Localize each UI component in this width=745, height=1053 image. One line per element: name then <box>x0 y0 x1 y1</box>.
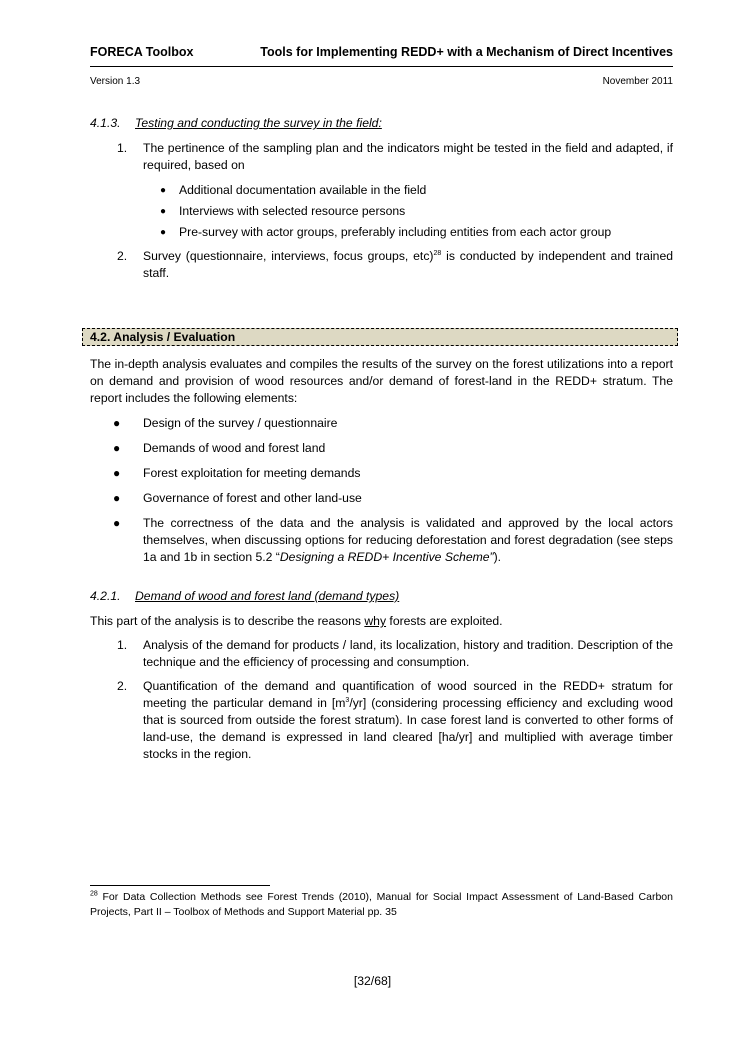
page-subheader <box>90 73 673 90</box>
intro-text-part: forests are exploited. <box>386 614 503 628</box>
bullet-text: Additional documentation available in the field <box>179 183 427 197</box>
intro-text-part: This part of the analysis is to describe the reasons <box>90 614 365 628</box>
bullet-item <box>113 515 673 566</box>
header-date: November 2011 <box>602 76 673 87</box>
header-divider <box>90 66 673 67</box>
section-number: 4.2.1. <box>90 589 121 603</box>
bullet-text-part: ). <box>493 550 502 564</box>
list-number: 1. <box>117 141 128 155</box>
bullet-text <box>143 515 673 566</box>
bullet-text: Pre-survey with actor groups, preferably including entities from each actor group <box>179 225 612 239</box>
bullet-text: Demands of wood and forest land <box>143 441 326 455</box>
bullet-item <box>113 415 673 432</box>
section-4-2-1-intro <box>90 613 673 630</box>
list-item-text: The pertinence of the sampling plan and the indicators might be tested in the field and adapted, if required, based on <box>143 141 673 172</box>
bullet-item <box>113 490 673 507</box>
section-4-2-1-heading <box>90 588 399 605</box>
bullet-icon: ● <box>113 441 121 455</box>
bullet-text: Forest exploitation for meeting demands <box>143 466 361 480</box>
superscript: 3 <box>345 696 350 704</box>
bullet-item <box>160 203 673 220</box>
list-item <box>117 140 673 174</box>
footnote-reference: 28 <box>433 249 442 257</box>
bullet-icon: ● <box>113 491 121 505</box>
list-item-text <box>143 678 673 763</box>
list-item-text: Analysis of the demand for products / land, its localization, history and tradition. Description of the technique and the efficiency of processing and consumption. <box>143 638 673 669</box>
list-text-part: /yr] (considering processing efficiency and excluding wood that is sourced from outside the forest stratum). In case forest land is converted to other forms of land-use, the demand is expressed in land cleared [ha/yr] and multiplied with average timber stocks in the region. <box>143 696 673 761</box>
bullet-icon: ● <box>113 516 121 530</box>
section-4-2-heading: 4.2. Analysis / Evaluation <box>82 328 678 346</box>
header-version: Version 1.3 <box>90 76 141 87</box>
header-right-title: Tools for Implementing REDD+ with a Mechanism of Direct Incentives <box>260 45 673 59</box>
list-item <box>117 248 673 282</box>
section-4-2-intro: The in-depth analysis evaluates and compiles the results of the survey on the forest utilizations into a report on demand and provision of wood resources and/or demand of forest-land in the REDD+ stratum. The report includes the following elements: <box>90 357 673 405</box>
header-left-title: FORECA Toolbox <box>90 45 194 59</box>
page-number: [32/68] <box>353 974 392 988</box>
bullet-icon: ● <box>160 227 167 238</box>
list-number: 2. <box>117 249 128 263</box>
list-item <box>117 678 673 763</box>
section-number: 4.1.3. <box>90 116 121 130</box>
list-text-part: Quantification of the demand and quantification of wood sourced in the REDD+ stratum for meeting the particular demand in [m <box>143 679 673 710</box>
bullet-item <box>113 465 673 482</box>
bullet-icon: ● <box>160 185 167 196</box>
bullet-icon: ● <box>113 466 121 480</box>
bullet-text-emphasis: Designing a REDD+ Incentive Scheme” <box>279 550 494 564</box>
bullet-text-part: The correctness of the data and the analysis is validated and approved by the local actors themselves, when discussing options for reducing deforestation and forest degradation (see steps 1a and 1b in section 5.2 “ <box>143 516 673 564</box>
page-header <box>90 44 673 61</box>
bullet-text: Interviews with selected resource persons <box>179 204 406 218</box>
list-number: 2. <box>117 679 128 693</box>
bullet-icon: ● <box>160 206 167 217</box>
bullet-item <box>160 182 673 199</box>
list-text-part: is conducted by independent and trained staff. <box>143 249 673 280</box>
bullet-icon: ● <box>113 416 121 430</box>
bullet-item <box>113 440 673 457</box>
footnote-text: For Data Collection Methods see Forest Trends (2010), Manual for Social Impact Assessment of Land-Based Carbon Projects, Part II – Toolbox of Methods and Support Material pp. 35 <box>90 891 673 918</box>
footnote <box>90 890 673 920</box>
bullet-item <box>160 224 673 241</box>
intro-text-underlined: why <box>364 614 387 628</box>
section-4-1-3-heading <box>90 115 382 132</box>
footnote-marker: 28 <box>90 890 98 898</box>
list-item <box>117 637 673 671</box>
list-item-text <box>143 248 673 282</box>
bullet-text: Design of the survey / questionnaire <box>143 416 338 430</box>
list-number: 1. <box>117 638 128 652</box>
section-title: Demand of wood and forest land (demand types) <box>135 589 400 603</box>
list-text-part: Survey (questionnaire, interviews, focus groups, etc) <box>143 249 434 263</box>
bullet-text: Governance of forest and other land-use <box>143 491 362 505</box>
section-title: Testing and conducting the survey in the field: <box>135 116 382 130</box>
footnote-divider <box>90 885 270 886</box>
